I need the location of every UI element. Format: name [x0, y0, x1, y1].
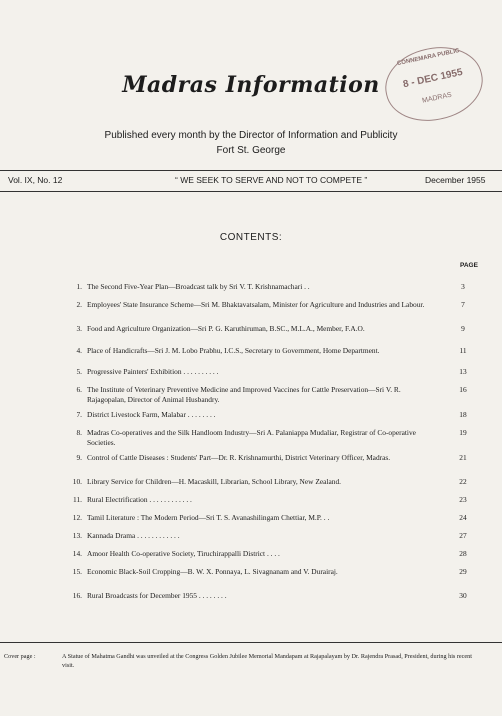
toc-number: 1. [76, 282, 82, 291]
toc-number: 15. [72, 567, 82, 576]
toc-number: 11. [73, 495, 82, 504]
toc-title: Kannada Drama . . . . . . . . . . . . [87, 531, 180, 540]
bottom-rule [0, 191, 502, 192]
toc-title: The Second Five-Year Plan—Broadcast talk by Sri V. T. Krishnamachari . . [87, 282, 310, 291]
toc-number: 7. [76, 410, 82, 419]
footnote-rule [0, 642, 502, 643]
toc-number: 10. [72, 477, 82, 486]
footnote-text: A Statue of Mahatma Gandhi was unveiled at the Congress Golden Jubilee Memorial Mandapam at Rajapalayam by Dr. Rajendra Prasad, President, during his recent visit. [62, 653, 472, 669]
toc-title: Employees' State Insurance Scheme—Sri M. Bhaktavatsalam, Minister for Agriculture and Industries and Labour. [87, 300, 425, 309]
toc-page: 28 [459, 549, 467, 558]
toc-number: 2. [76, 300, 82, 309]
toc-title: Library Service for Children—H. Macaskill, Librarian, School Library, New Zealand. [87, 477, 342, 486]
volume-number: Vol. IX, No. 12 [8, 175, 63, 185]
toc-page: 7 [461, 300, 465, 309]
toc-title: The Institute of Veterinary Preventive Medicine and Improved Vaccines for Cattle Preservation—Sri V. R. Rajagopalan, Director of Animal Husbandry. [87, 385, 401, 404]
toc-number: 14. [72, 549, 82, 558]
toc-title: Rural Broadcasts for December 1955 . . . . . . . . [87, 591, 227, 600]
contents-heading: CONTENTS: [219, 232, 283, 243]
toc-title: Madras Co-operatives and the Silk Handloom Industry—Sri A. Palaniappa Mudaliar, Registrar of Co-operative Societies. [87, 428, 416, 447]
toc-page: 21 [459, 453, 467, 462]
toc-title: Place of Handicrafts—Sri J. M. Lobo Prabhu, I.C.S., Secretary to Government, Home Department. [87, 346, 380, 355]
toc-title: Rural Electrification . . . . . . . . . . . . [87, 495, 192, 504]
toc-title: Amoor Health Co-operative Society, Tiruchirappalli District . . . . [87, 549, 280, 558]
footnote-label: Cover page : [4, 653, 36, 660]
toc-title: Tamil Literature : The Modern Period—Sri T. S. Avanashilingam Chettiar, M.P. . . [87, 513, 330, 522]
toc-page: 22 [459, 477, 467, 486]
toc-page: 11 [459, 346, 467, 355]
toc-page: 9 [461, 324, 465, 333]
toc-page: 23 [459, 495, 467, 504]
stamp-top-text: CONNEMARA PUBLIC [396, 48, 461, 68]
masthead-title: Madras Information [122, 72, 380, 98]
toc-title: District Livestock Farm, Malabar . . . . . . . . [87, 410, 216, 419]
toc-title: Food and Agriculture Organization—Sri P. G. Karuthiruman, B.SC., M.L.A., Member, F.A.O. [87, 324, 365, 333]
toc-number: 9. [76, 453, 82, 462]
issue-line [0, 175, 502, 189]
toc-title: Control of Cattle Diseases : Students' Part—Dr. R. Krishnamurthi, District Veterinary Officer, Madras. [87, 453, 391, 462]
page-column-heading: PAGE [460, 262, 478, 269]
motto: “ WE SEEK TO SERVE AND NOT TO COMPETE ” [175, 175, 368, 185]
stamp-date-text: 8 - DEC 1955 [402, 66, 464, 91]
toc-title: Economic Black-Soil Cropping—B. W. X. Ponnaya, L. Sivagnanam and V. Durairaj. [87, 567, 338, 576]
toc-page: 16 [459, 385, 467, 394]
publisher-line [0, 128, 502, 158]
publisher-line-2: Fort St. George [216, 145, 286, 156]
toc-number: 13. [72, 531, 82, 540]
library-stamp [379, 39, 490, 130]
toc-page: 24 [459, 513, 467, 522]
publisher-line-1: Published every month by the Director of Information and Publicity [104, 130, 398, 141]
toc-number: 4. [76, 346, 82, 355]
toc-title: Progressive Painters' Exhibition . . . . . . . . . . [87, 367, 219, 376]
toc-page: 3 [461, 282, 465, 291]
toc-number: 8. [76, 428, 82, 437]
toc-page: 18 [459, 410, 467, 419]
toc-number: 3. [76, 324, 82, 333]
issue-date: December 1955 [425, 175, 486, 185]
top-rule [0, 170, 502, 171]
toc-number: 12. [72, 513, 82, 522]
toc-page: 19 [459, 428, 467, 437]
toc-page: 27 [459, 531, 467, 540]
toc-page: 13 [459, 367, 467, 376]
stamp-bottom-text: MADRAS [421, 91, 453, 105]
toc-number: 6. [76, 385, 82, 394]
toc-page: 29 [459, 567, 467, 576]
toc-number: 5. [76, 367, 82, 376]
toc-page: 30 [459, 591, 467, 600]
toc-number: 16. [72, 591, 82, 600]
